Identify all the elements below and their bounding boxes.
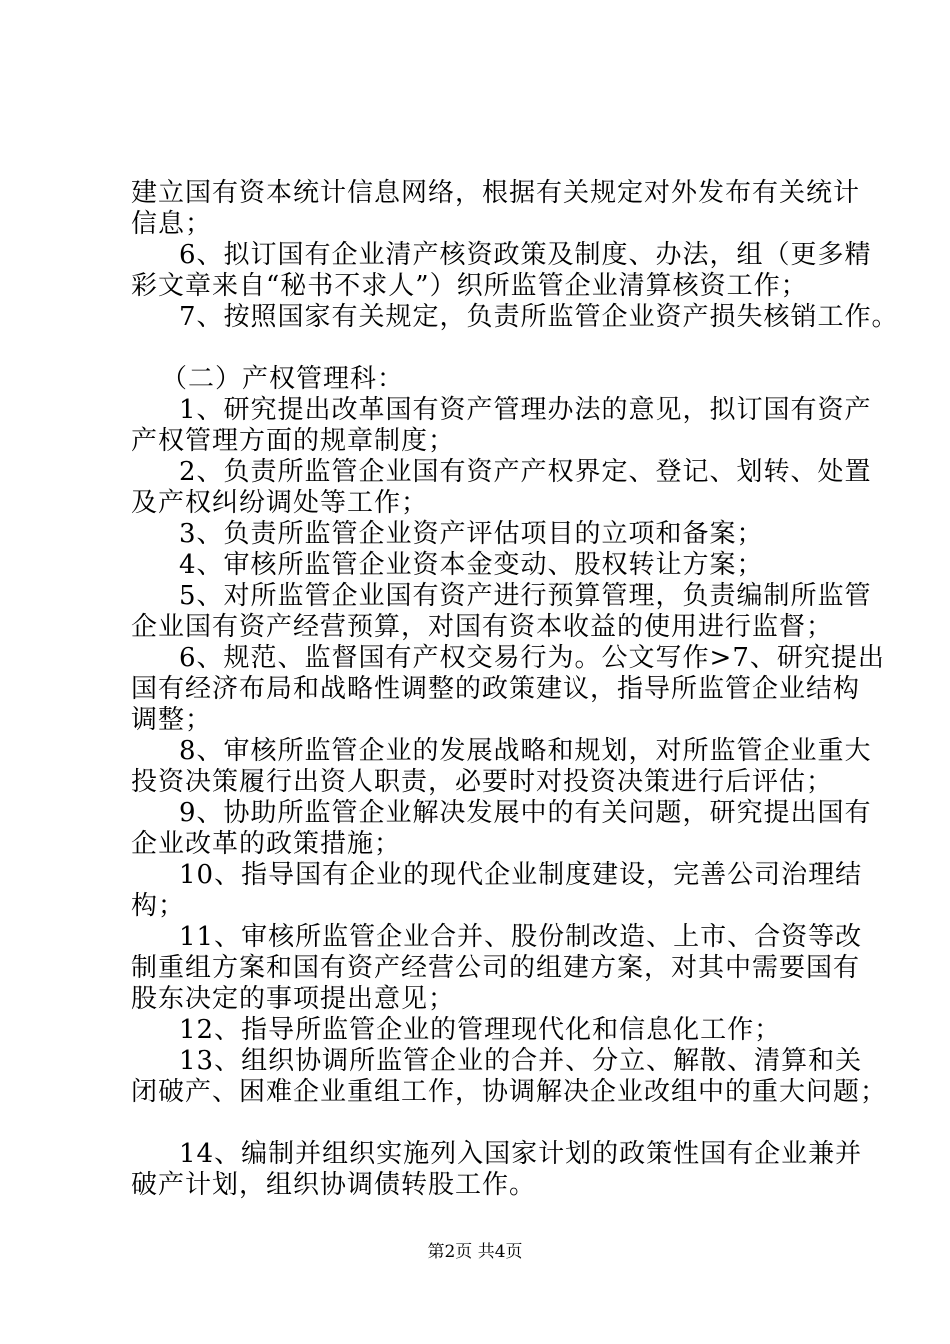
- body-line: 14、编制并组织实施列入国家计划的政策性国有企业兼并: [179, 1139, 863, 1169]
- body-line: 8、审核所监管企业的发展战略和规划，对所监管企业重大: [179, 736, 872, 766]
- body-line: 建立国有资本统计信息网络，根据有关规定对外发布有关统计: [131, 178, 861, 208]
- body-line: 1、研究提出改革国有资产管理办法的意见，拟订国有资产: [179, 395, 872, 425]
- body-line: 6、规范、监督国有产权交易行为。公文写作>7、研究提出: [179, 643, 885, 673]
- body-line: 11、审核所监管企业合并、股份制改造、上市、合资等改: [179, 922, 863, 952]
- body-line: 国有经济布局和战略性调整的政策建议，指导所监管企业结构: [131, 674, 861, 704]
- body-line: 10、指导国有企业的现代企业制度建设，完善公司治理结: [179, 860, 863, 890]
- body-line: 闭破产、困难企业重组工作，协调解决企业改组中的重大问题；: [131, 1077, 888, 1107]
- body-line: 股东决定的事项提出意见；: [131, 984, 456, 1014]
- body-line: 9、协助所监管企业解决发展中的有关问题，研究提出国有: [179, 798, 872, 828]
- body-line: 3、负责所监管企业资产评估项目的立项和备案；: [179, 519, 764, 549]
- body-line: 6、拟订国有企业清产核资政策及制度、办法，组（更多精: [179, 240, 872, 270]
- body-line: 5、对所监管企业国有资产进行预算管理，负责编制所监管: [179, 581, 872, 611]
- page-number: 第2页 共4页: [427, 1242, 523, 1262]
- body-line: 7、按照国家有关规定，负责所监管企业资产损失核销工作。: [179, 302, 899, 332]
- body-line: 12、指导所监管企业的管理现代化和信息化工作；: [179, 1015, 782, 1045]
- body-line: 产权管理方面的规章制度；: [131, 426, 456, 456]
- body-line: 构；: [131, 891, 186, 921]
- body-line: 制重组方案和国有资产经营公司的组建方案，对其中需要国有: [131, 953, 861, 983]
- body-line: 13、组织协调所监管企业的合并、分立、解散、清算和关: [179, 1046, 863, 1076]
- body-line: 彩文章来自“秘书不求人”）织所监管企业清算核资工作；: [131, 271, 808, 301]
- body-line: 企业改革的政策措施；: [131, 829, 402, 859]
- body-line: 及产权纠纷调处等工作；: [131, 488, 429, 518]
- body-line: 2、负责所监管企业国有资产产权界定、登记、划转、处置: [179, 457, 872, 487]
- body-line: 信息；: [131, 209, 213, 239]
- body-line: 调整；: [131, 705, 213, 735]
- body-line: 4、审核所监管企业资本金变动、股权转让方案；: [179, 550, 764, 580]
- section-heading: （二）产权管理科：: [161, 364, 405, 394]
- body-line: 投资决策履行出资人职责，必要时对投资决策进行后评估；: [131, 767, 834, 797]
- body-line: 破产计划，组织协调债转股工作。: [131, 1170, 537, 1200]
- body-line: 企业国有资产经营预算，对国有资本收益的使用进行监督；: [131, 612, 834, 642]
